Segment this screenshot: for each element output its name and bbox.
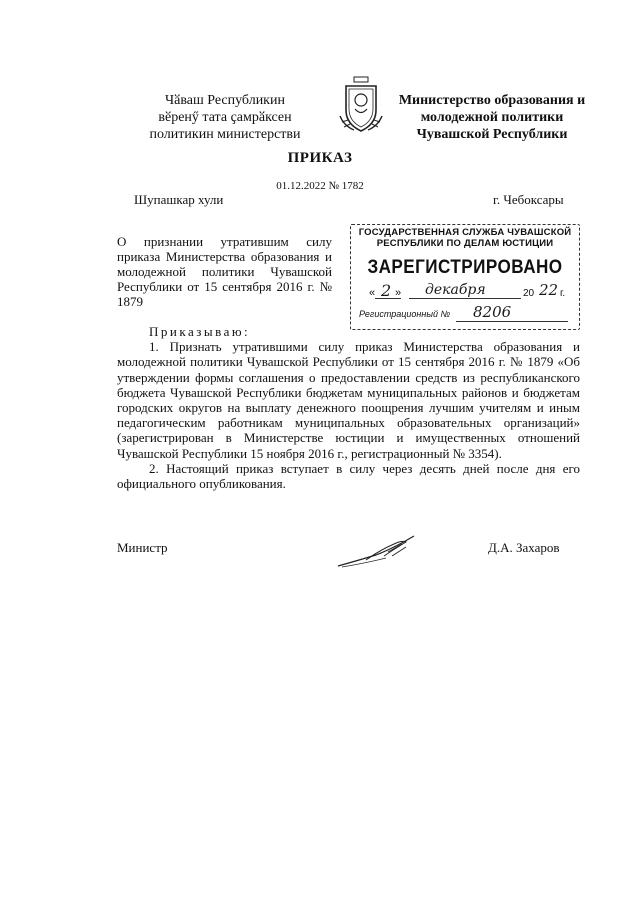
stamp-authority: [351, 227, 579, 249]
handwritten-signature-icon: [336, 530, 420, 570]
document-body: [117, 324, 580, 491]
stamp-year-unit: г.: [560, 288, 566, 299]
stamp-reg-label: Регистрационный №: [359, 309, 451, 319]
stamp-month: декабря: [425, 282, 486, 298]
stamp-year-suffix: 22: [539, 281, 559, 299]
registration-stamp: ГОСУДАРСТВЕННАЯ СЛУЖБА ЧУВАШСКОЙ РЕСПУБЛИКИ ПО ДЕЛАМ ЮСТИЦИИ ЗАРЕГИСТРИРОВАНО « 2 » декабря 20 22 г. Регистрационный № 8206: [350, 224, 580, 330]
stamp-line: ГОСУДАРСТВЕННАЯ СЛУЖБА ЧУВАШСКОЙ: [358, 227, 572, 238]
header-right-line: молодежной политики: [420, 110, 564, 125]
city-chuvash: Шупашкар хули: [134, 192, 224, 207]
header-left-line: политикин министерстви: [149, 127, 301, 142]
header-left-line: вӗренӳ тата ҫамрӑксен: [158, 110, 292, 125]
stamp-line: РЕСПУБЛИКИ ПО ДЕЛАМ ЮСТИЦИИ: [376, 238, 554, 249]
order-lead: Приказываю:: [149, 324, 251, 339]
document-date-number: 01.12.2022 № 1782: [276, 180, 364, 192]
signatory-position: Министр: [117, 540, 168, 555]
order-paragraph-2: 2. Настоящий приказ вступает в силу через десять дней после дня его официального опубликования.: [117, 460, 580, 492]
header-left-line: Чӑваш Республикин: [165, 93, 285, 108]
document-subject: О признании утратившим силу приказа Министерства образования и молодежной политики Чувашской Республики от 15 сентября 2016 г. № 1879: [117, 234, 332, 309]
stamp-year-prefix: 20: [523, 288, 535, 299]
header-left-ministry-chuvash: [140, 92, 310, 143]
header-right-line: Министерство образования и: [398, 93, 586, 108]
stamp-registered: ЗАРЕГИСТРИРОВАНО: [367, 257, 563, 278]
header-right-line: Чувашской Республики: [416, 127, 568, 142]
chuvash-emblem-icon: [338, 76, 384, 134]
stamp-reg-number: 8206: [473, 303, 512, 321]
header-right-ministry-russian: [392, 92, 592, 143]
stamp-day: 2: [381, 281, 392, 300]
signatory-name: Д.А. Захаров: [488, 540, 560, 555]
order-paragraph-1: 1. Признать утратившими силу приказ Министерства образования и молодежной политики Чувашской Республики от 15 сентября 2016 г. № 1879 «Об утверждении формы соглашения о предоставлении средств из республиканского бюджета Чувашской Республики бюджетам муниципальных районов и бюджетам городских округов на выплату денежного поощрения лучшим учителям и иным педагогическим работникам муниципальных образовательных организаций» (зарегистрирован в Министерстве юстиции и имущественных отношений Чувашской Республики 15 ноября 2016 г., регистрационный № 3354).: [117, 339, 580, 461]
city-russian: г. Чебоксары: [493, 192, 564, 207]
stamp-reg-row: [359, 309, 450, 319]
document-title: ПРИКАЗ: [287, 150, 353, 166]
